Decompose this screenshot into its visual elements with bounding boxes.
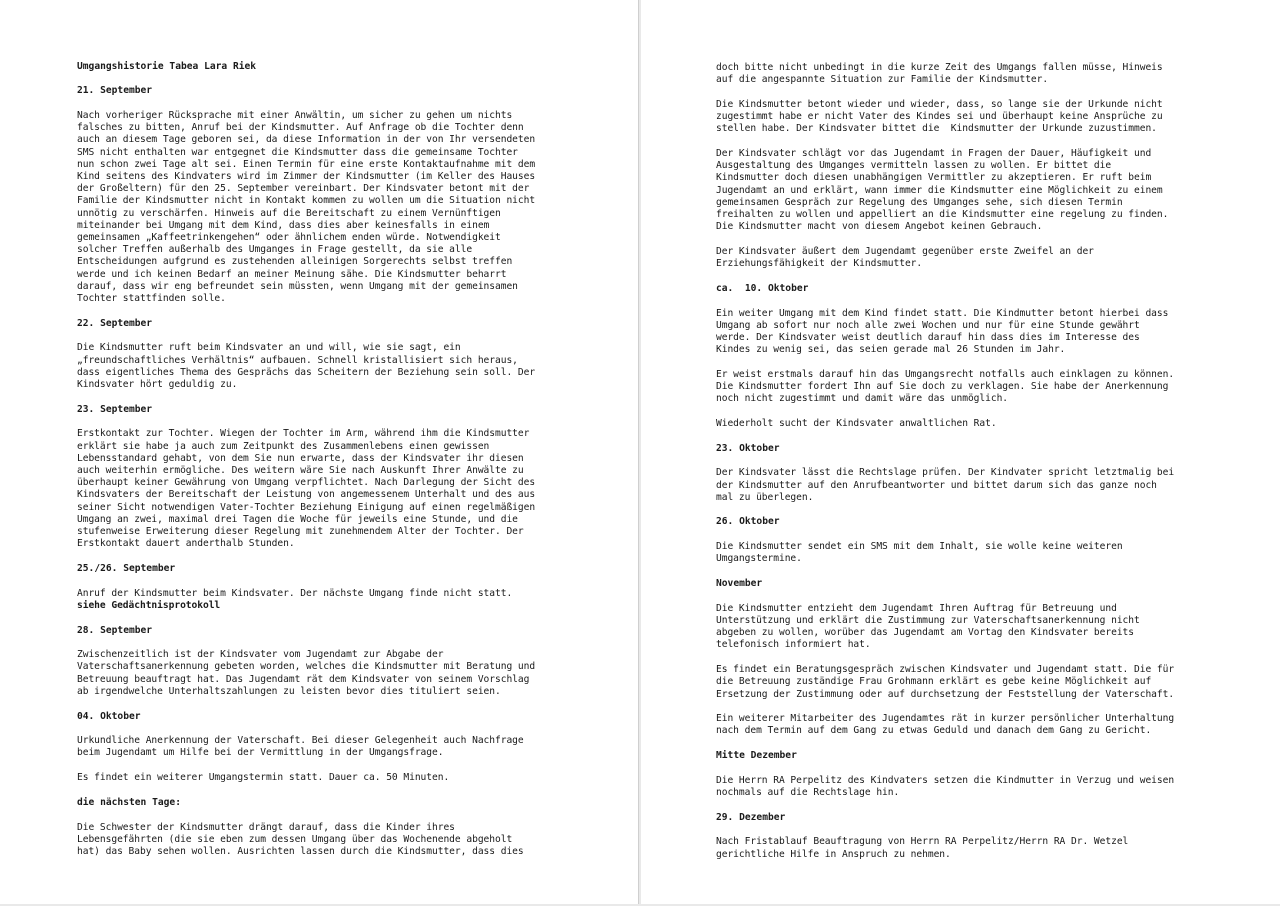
section-heading: die nächsten Tage: [77, 796, 181, 808]
text-line: nach dem Termin auf dem Gang zu etwas Geduld und danach dem Gang zu Gericht. [716, 725, 1152, 737]
text-line: Die Kindsmutter sendet ein SMS mit dem Inhalt, sie wolle keine weiteren [716, 541, 1123, 553]
section-heading: 29. Dezember [716, 811, 786, 823]
section-heading: 04. Oktober [77, 710, 141, 722]
text-line: „freundschaftliches Verhältnis“ aufbauen. Schnell kristallisiert sich heraus, [77, 354, 518, 366]
text-line: gemeinsamen „Kaffeetrinkengehen“ oder ähnlichem enden würde. Notwendigkeit [77, 231, 501, 243]
text-line: die Betreuung zuständige Frau Grohmann erklärt es gebe keine Möglichkeit auf [716, 676, 1152, 688]
paragraph [716, 775, 1242, 799]
text-line: überhaupt keiner Gewährung von Umgang verpflichtet. Nach Darlegung der Sicht des [77, 477, 536, 489]
section-heading: 26. Oktober [716, 516, 780, 528]
section-heading: ca. 10. Oktober [716, 282, 809, 294]
paragraph [77, 588, 598, 612]
text-line: gemeinsamen Gespräch zur Regelung des Umganges sehe, sich diesen Termin [716, 196, 1123, 208]
text-line: seiner Sicht notwendigen Vater-Tochter Beziehung Einigung auf einen regelmäßigen [77, 501, 536, 513]
text-line: Kind seitens des Kindvaters wird im Zimmer der Kindsmutter (im Keller des Hauses [77, 170, 536, 182]
paragraph [716, 369, 1242, 406]
text-line: miteinander bei Umgang mit dem Kind, dass dies aber keinesfalls in einem [77, 219, 490, 231]
section-heading: 21. September [77, 85, 153, 97]
paragraph [716, 467, 1242, 504]
text-line: Der Kindsvater schlägt vor das Jugendamt in Fragen der Dauer, Häufigkeit und [716, 148, 1152, 160]
text-line: gerichtliche Hilfe in Anspruch zu nehmen. [716, 848, 951, 860]
text-line: Wiederholt sucht der Kindsvater anwaltlichen Rat. [716, 417, 997, 429]
text-line: darauf, dass wir eng befreundet sein müssten, wenn Umgang mit der gemeinsamen [77, 280, 518, 292]
text-line: SMS nicht enthalten war entgegnet die Kindsmutter dass die gemeinsame Tochter [77, 146, 518, 158]
section-heading: 25./26. September [77, 562, 176, 574]
text-line: zugestimmt habe er nicht Vater des Kindes sei und überhaupt keine Ansprüche zu [716, 111, 1163, 123]
text-line: Die Schwester der Kindsmutter drängt darauf, dass die Kinder ihres [77, 821, 455, 833]
text-line: Anruf der Kindsmutter beim Kindsvater. Der nächste Umgang finde nicht statt. [77, 587, 513, 599]
text-line: Die Kindsmutter fordert Ihn auf Sie doch zu verklagen. Sie habe der Anerkennung [716, 381, 1169, 393]
paragraph [716, 246, 1242, 270]
text-line: doch bitte nicht unbedingt in die kurze Zeit des Umgangs fallen müsse, Hinweis [716, 62, 1163, 73]
right-page [641, 0, 1280, 904]
paragraph [77, 428, 598, 550]
text-line: werde. Der Kindsvater weist deutlich darauf hin dass dies im Interesse des [716, 331, 1140, 343]
text-line: Der Kindsvater äußert dem Jugendamt gegenüber erste Zweifel an der [716, 245, 1094, 257]
paragraph [77, 342, 598, 391]
text-line: der Großeltern) für den 25. September vereinbart. Der Kindsvater betont mit der [77, 183, 530, 195]
protocol-reference: siehe Gedächtnisprotokoll [77, 599, 221, 611]
text-line: nochmals auf die Rechtslage hin. [716, 787, 900, 799]
paragraph [77, 772, 598, 784]
text-line: Die Herrn RA Perpelitz des Kindvaters setzen die Kindmutter in Verzug und weisen [716, 774, 1175, 786]
text-line: Lebensgefährten (die sie eben zum dessen Umgang über das Wochenende abgeholt [77, 833, 513, 845]
section-heading: 28. September [77, 624, 153, 636]
text-line: Zwischenzeitlich ist der Kindsvater vom Jugendamt zur Abgabe der [77, 649, 444, 661]
text-line: Unterstützung und erklärt die Zustimmung zur Vaterschaftsanerkennung nicht [716, 615, 1140, 626]
section-heading: November [716, 578, 763, 590]
left-page [0, 0, 639, 904]
text-line: dass eigentliches Thema des Gesprächs das Scheitern der Beziehung sein soll. Der [77, 366, 536, 378]
text-line: Umgang an zwei, maximal drei Tagen die Woche für jeweils eine Stunde, und die [77, 513, 518, 525]
text-line: Kindsvaters der Bereitschaft der Leistung von angemessenem Unterhalt und des aus [77, 489, 536, 501]
section-heading: 23. September [77, 403, 153, 415]
section-heading: Mitte Dezember [716, 750, 797, 762]
text-line: Umgang ab sofort nur noch alle zwei Wochen und nur für eine Stunde gewährt [716, 319, 1140, 331]
text-line: mal zu überlegen. [716, 491, 814, 503]
text-line: werde und ich keinen Bedarf an meiner Meinung sähe. Die Kindsmutter beharrt [77, 268, 507, 280]
text-line: Ein weiter Umgang mit dem Kind findet statt. Die Kindmutter betont hierbei dass [716, 307, 1169, 319]
text-line: Vaterschaftsanerkennung gebeten worden, welches die Kindsmutter mit Beratung und [77, 661, 536, 673]
text-line: erklärt sie habe ja auch zum Zeitpunkt des Zusammenlebens einen gewissen [77, 440, 490, 452]
paragraph [716, 541, 1242, 565]
text-line: auch weiterhin ermögliche. Des weitern wäre Sie nach Auskunft Ihrer Anwälte zu [77, 464, 524, 476]
text-line: hat) das Baby sehen wollen. Ausrichten lassen durch die Kindsmutter, dass dies [77, 845, 524, 857]
text-line: Kindsvater hört geduldig zu. [77, 378, 238, 390]
text-line: Urkundliche Anerkennung der Vaterschaft. Bei dieser Gelegenheit auch Nachfrage [77, 735, 524, 747]
paragraph [716, 836, 1242, 860]
text-line: noch nicht zugestimmt und damit wäre das unmöglich. [716, 393, 1009, 405]
text-line: Ausgestaltung des Umganges vermitteln lassen zu wollen. Er bittet die [716, 160, 1112, 172]
paragraph [716, 418, 1242, 430]
text-line: unnötig zu verschärfen. Hinweis auf die Bereitschaft zu einem Vernünftigen [77, 207, 501, 219]
text-line: Die Kindsmutter entzieht dem Jugendamt Ihren Auftrag für Betreuung und [716, 602, 1117, 614]
text-line: solcher Treffen außerhalb des Umganges in Frage gestellt, da sie alle [77, 244, 473, 256]
text-line: der Kindsmutter auf den Anrufbeantworter und bittet darum sich das ganze noch [716, 479, 1157, 491]
paragraph [716, 664, 1242, 701]
text-line: stufenweise Erweiterung dieser Regelung mit zunehmendem Alter der Tochter. Der [77, 526, 524, 537]
text-line: Kindsmutter doch diesen unabhängigen Vermittler zu akzeptieren. Er ruft beim [716, 172, 1152, 184]
text-line: Nach Fristablauf Beauftragung von Herrn RA Perpelitz/Herrn RA Dr. Wetzel [716, 836, 1129, 848]
text-line: Es findet ein Beratungsgespräch zwischen Kindsvater und Jugendamt statt. Die für [716, 664, 1175, 676]
text-line: Umgangstermine. [716, 553, 802, 565]
text-line: Betreuung beauftragt hat. Das Jugendamt rät dem Kindsvater von seinem Vorschlag [77, 673, 530, 685]
paragraph [716, 99, 1242, 136]
text-line: Ersetzung der Zustimmung oder auf durchsetzung der Feststellung der Vaterschaft. [716, 688, 1175, 700]
text-line: Lebensstandard gehabt, von dem Sie nun erwarte, dass der Kindsvater ihr diesen [77, 452, 524, 464]
text-line: Der Kindsvater lässt die Rechtslage prüfen. Der Kindvater spricht letztmalig bei [716, 467, 1175, 479]
text-line: beim Jugendamt um Hilfe bei der Vermittlung in der Umgangsfrage. [77, 747, 444, 759]
text-line: Erstkontakt dauert anderthalb Stunden. [77, 538, 295, 550]
text-line: ab irgendwelche Unterhaltszahlungen zu leisten bevor dies tituliert seien. [77, 685, 501, 697]
paragraph [77, 110, 598, 305]
text-line: nun schon zwei Tage alt sei. Einen Termin für eine erste Kontaktaufnahme mit dem [77, 158, 536, 170]
text-line: Entscheidungen aufgrund es zustehenden alleinigen Sorgerechts selbst treffen [77, 256, 513, 268]
paragraph [77, 735, 598, 759]
document-title: Umgangshistorie Tabea Lara Riek [77, 61, 257, 72]
text-line: Die Kindsmutter ruft beim Kindsvater an und will, wie sie sagt, ein [77, 342, 461, 354]
paragraph [716, 148, 1242, 233]
text-line: Die Kindsmutter macht von diesem Angebot keinen Gebrauch. [716, 221, 1043, 233]
text-line: auch an diesem Tage geboren sei, da diese Information in der von Ihr versendeten [77, 134, 536, 146]
text-line: Es findet ein weiterer Umgangstermin statt. Dauer ca. 50 Minuten. [77, 772, 450, 784]
paragraph [716, 713, 1242, 737]
paragraph [77, 649, 598, 698]
paragraph [716, 62, 1242, 86]
text-line: freihalten zu wollen und appelliert an die Kindsmutter eine regelung zu finden. [716, 209, 1169, 221]
text-line: telefonisch informiert hat. [716, 639, 871, 651]
section-heading: 22. September [77, 317, 153, 329]
text-line: Tochter stattfinden solle. [77, 292, 226, 304]
text-line: Familie der Kindsmutter nicht in Kontakt kommen zu wollen um die Situation nicht [77, 195, 536, 207]
text-line: Ein weiterer Mitarbeiter des Jugendamtes rät in kurzer persönlicher Unterhaltung [716, 713, 1175, 725]
paragraph [716, 308, 1242, 357]
text-line: stellen habe. Der Kindsvater bittet die Kindsmutter der Urkunde zuzustimmen. [716, 123, 1157, 135]
paragraph [77, 822, 598, 859]
text-line: Kindes zu wenig sei, das seien gerade mal 26 Stunden im Jahr. [716, 344, 1066, 356]
text-line: Die Kindsmutter betont wieder und wieder, dass, so lange sie der Urkunde nicht [716, 98, 1163, 110]
section-heading: 23. Oktober [716, 442, 780, 454]
paragraph [716, 603, 1242, 652]
text-line: Er weist erstmals darauf hin das Umgangsrecht notfalls auch einklagen zu können. [716, 368, 1175, 380]
text-line: abgeben zu wollen, worüber das Jugendamt am Vortag den Kindsvater bereits [716, 627, 1134, 639]
text-line: auf die angespannte Situation zur Familie der Kindsmutter. [716, 74, 1049, 86]
text-line: falsches zu bitten, Anruf bei der Kindsmutter. Auf Anfrage ob die Tochter denn [77, 122, 524, 134]
text-line: Erstkontakt zur Tochter. Wiegen der Tochter im Arm, während ihm die Kindsmutter [77, 428, 530, 440]
text-line: Jugendamt an und erklärt, wann immer die Kindsmutter eine Möglichkeit zu einem [716, 184, 1163, 196]
text-line: Nach vorheriger Rücksprache mit einer Anwältin, um sicher zu gehen um nichts [77, 109, 513, 121]
text-line: Erziehungsfähigkeit der Kindsmutter. [716, 258, 923, 270]
